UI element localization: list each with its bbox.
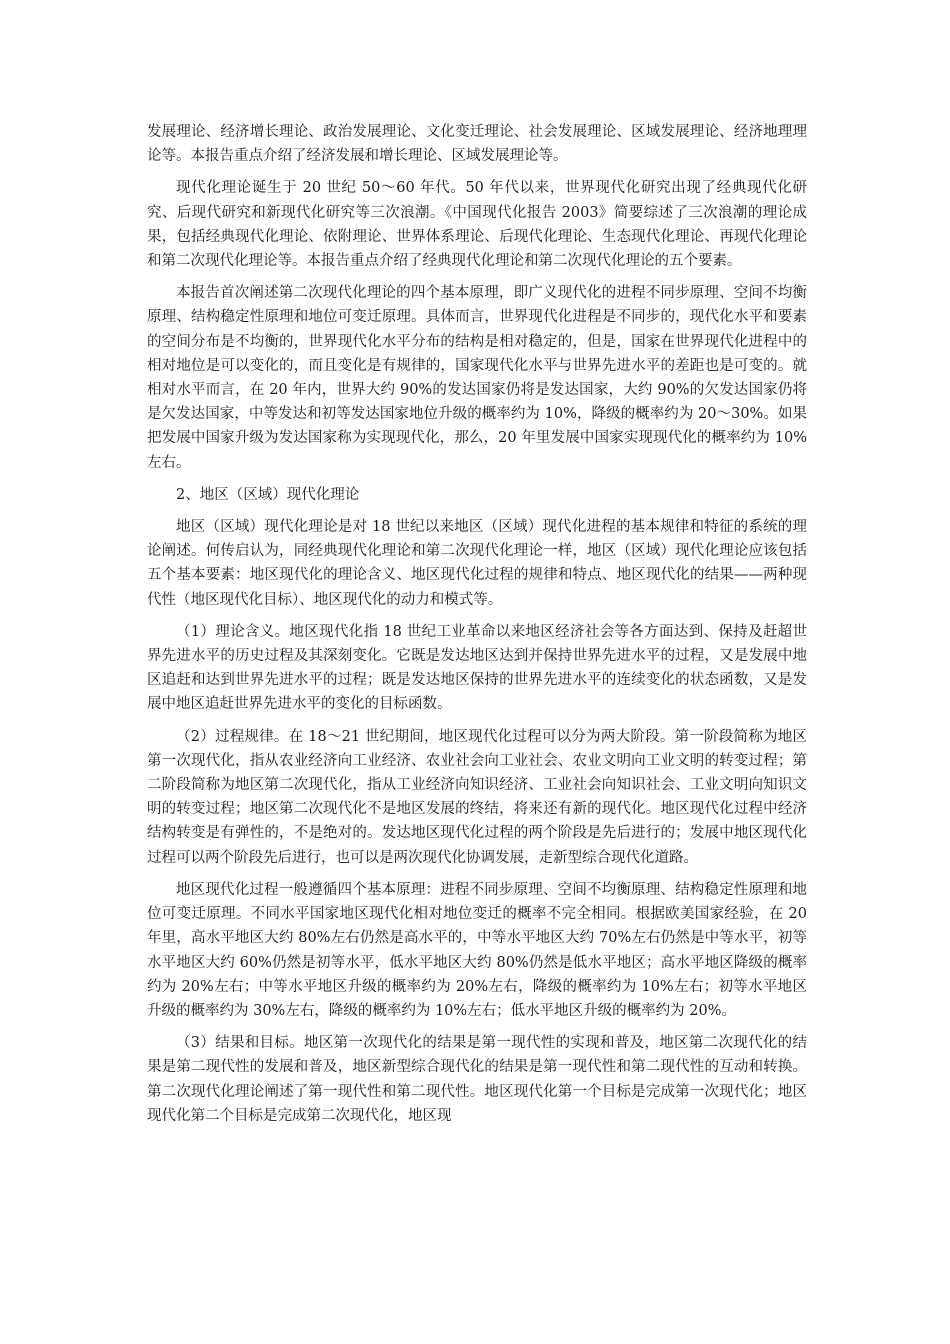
paragraph-modernization-theory-origin: 现代化理论诞生于 20 世纪 50～60 年代。50 年代以来，世界现代化研究出现了经典现代化研究、后现代研究和新现代化研究等三次浪潮。《中国现代化报告 2003》简要综述了三次浪潮的理论成果，包括经典现代化理论、依附理论、世界体系理论、后现代化理论、生态现代化理论、再现代化理论和第二次现代化理论等。本报告重点介绍了经典现代化理论和第二次现代化理论的五个要素。 (147, 180, 807, 270)
paragraph-theoretical-meaning: （1）理论含义。地区现代化指 18 世纪工业革命以来地区经济社会等各方面达到、保持及赶超世界先进水平的历史过程及其深刻变化。它既是发达地区达到并保持世界先进水平的过程，又是发展中地区追赶和达到世界先进水平的过程；既是发达地区保持的世界先进水平的连续变化的状态函数，又是发展中地区追赶世界先进水平的变化的目标函数。 (147, 623, 807, 713)
paragraph-basic-principles: 地区现代化过程一般遵循四个基本原理：进程不同步原理、空间不均衡原理、结构稳定性原理和地位可变迁原理。不同水平国家地区现代化相对地位变迁的概率不完全相同。根据欧美国家经验，在 20 年里，高水平地区大约 80%左右仍然是高水平的，中等水平地区大约 70%左右仍然是中等水平，初等水平地区大约 60%仍然是初等水平，低水平地区大约 80%仍然是低水平地区；高水平地区降级的概率约为 20%左右；中等水平地区升级的概率约为 20%左右，降级的概率约为 10%左右；初等水平地区升级的概率约为 30%左右，降级的概率约为 10%左右；低水平地区升级的概率约为 20%。 (147, 881, 807, 1019)
paragraph-results-and-goals: （3）结果和目标。地区第一次现代化的结果是第一现代性的实现和普及，地区第二次现代化的结果是第二现代性的发展和普及，地区新型综合现代化的结果是第一现代性和第二现代性的互动和转换。第二次现代化理论阐述了第一现代性和第二现代性。地区现代化第一个目标是完成第一次现代化；地区现代化第二个目标是完成第二次现代化，地区现 (147, 1035, 807, 1124)
paragraph-four-principles: 本报告首次阐述第二次现代化理论的四个基本原理，即广义现代化的进程不同步原理、空间不均衡原理、结构稳定性原理和地位可变迁原理。具体而言，世界现代化进程是不同步的，现代化水平和要素的空间分布是不均衡的，世界现代化水平分布的结构是相对稳定的，但是，国家在世界现代化进程中的相对地位是可以变化的，而且变化是有规律的，国家现代化水平与世界先进水平的差距也是可变的。就相对水平而言，在 20 年内，世界大约 90%的发达国家仍将是发达国家，大约 90%的欠发达国家仍将是欠发达国家，中等发达和初等发达国家地位升级的概率约为 10%，降级的概率约为 20～30%。如果把发展中国家升级为发达国家称为实现现代化，那么，20 年里发展中国家实现现代化的概率约为 10%左右。 (147, 285, 807, 471)
document-body (147, 120, 807, 1136)
section-heading-regional-modernization: 2、地区（区域）现代化理论 (176, 486, 360, 503)
paragraph-process-rules: （2）过程规律。在 18～21 世纪期间，地区现代化过程可以分为两大阶段。第一阶段简称为地区第一次现代化，指从农业经济向工业经济、农业社会向工业社会、农业文明向工业文明的转变过程；第二阶段简称为地区第二次现代化，指从工业经济向知识经济、工业社会向知识社会、工业文明向知识文明的转变过程；地区第二次现代化不是地区发展的终结，将来还有新的现代化。地区现代化过程中经济结构转变是有弹性的，不是绝对的。发达地区现代化过程的两个阶段是先后进行的；发展中地区现代化过程可以两个阶段先后进行，也可以是两次现代化协调发展，走新型综合现代化道路。 (147, 728, 807, 866)
paragraph-regional-theory-intro: 地区（区域）现代化理论是对 18 世纪以来地区（区域）现代化进程的基本规律和特征的系统的理论阐述。何传启认为，同经典现代化理论和第二次现代化理论一样，地区（区域）现代化理论应该包括五个基本要素：地区现代化的理论含义、地区现代化过程的规律和特点、地区现代化的结果——两种现代性（地区现代化目标）、地区现代化的动力和模式等。 (147, 519, 807, 608)
paragraph-theories-list: 发展理论、经济增长理论、政治发展理论、文化变迁理论、社会发展理论、区域发展理论、经济地理理论等。本报告重点介绍了经济发展和增长理论、区域发展理论等。 (147, 124, 807, 165)
